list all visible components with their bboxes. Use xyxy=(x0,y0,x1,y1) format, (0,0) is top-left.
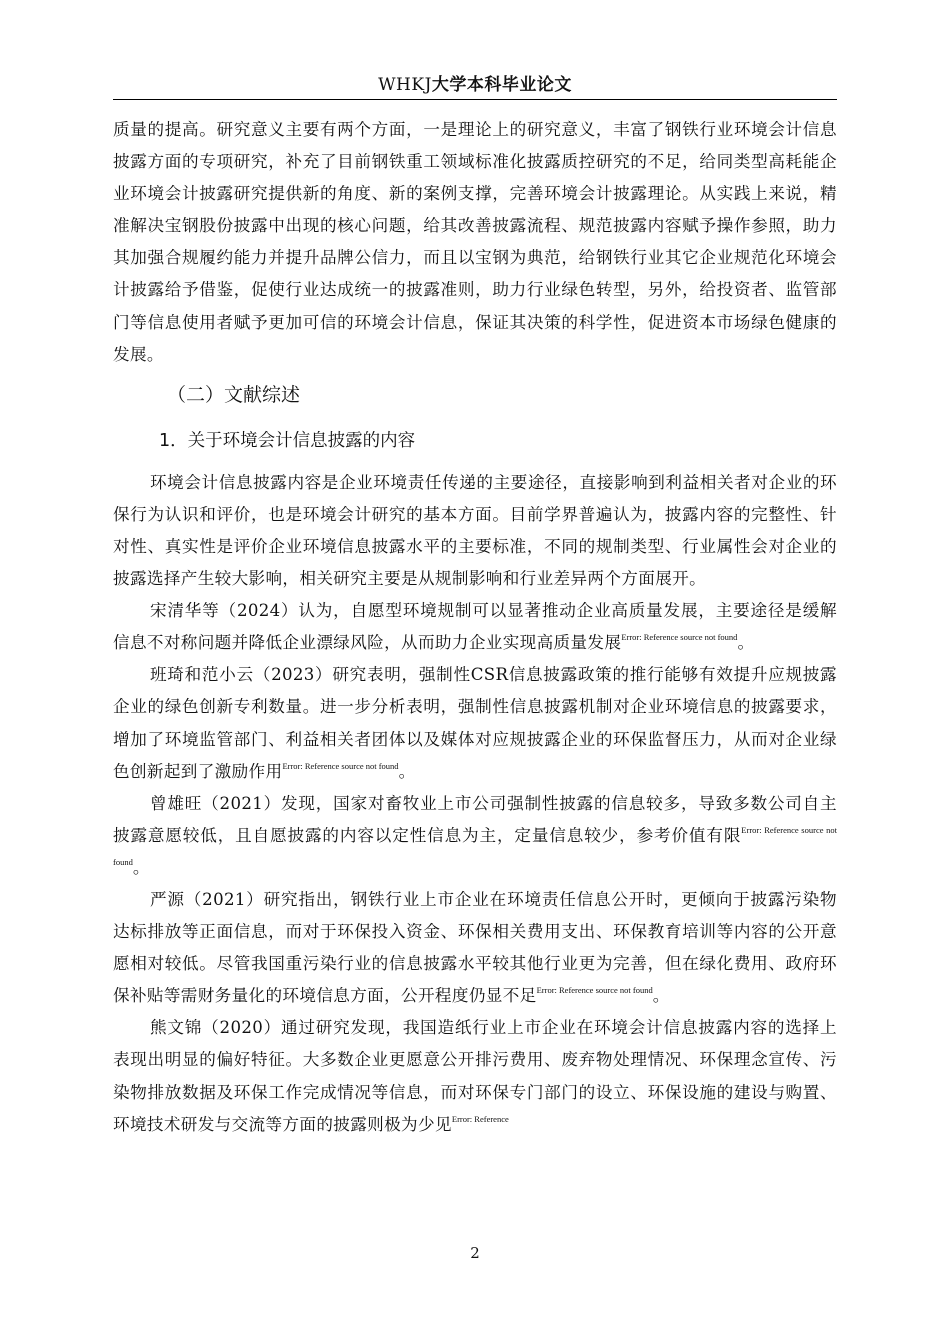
reference-error[interactable]: Error: Reference source not found xyxy=(113,824,837,867)
paragraph-intro xyxy=(113,467,837,595)
paragraph-song xyxy=(113,595,837,659)
reference-error-partial[interactable]: Error: Reference xyxy=(451,1113,509,1124)
paragraph-text: 质量的提高。研究意义主要有两个方面，一是理论上的研究意义，丰富了钢铁行业环境会计信息披露方面的专项研究，补充了目前钢铁重工领域标准化披露质控研究的不足，给同类型高耗能企业环境会计披露研究提供新的角度、新的案例支撑，完善环境会计披露理论。从实践上来说，精准解决宝钢股份披露中出现的核心问题，给其改善披露流程、规范披露内容赋予操作参照，助力其加强合规履约能力并提升品牌公信力，而且以宝钢为典范，给钢铁行业其它企业规范化环境会计披露给予借鉴，促使行业达成统一的披露准则，助力行业绿色转型，另外，给投资者、监管部门等信息使用者赋予更加可信的环境会计信息，保证其决策的科学性，促进资本市场绿色健康的发展。 xyxy=(113,120,837,364)
paragraph-text: 环境会计信息披露内容是企业环境责任传递的主要途径，直接影响到利益相关者对企业的环保行为认识和评价，也是环境会计研究的基本方面。目前学界普遍认为，披露内容的完整性、针对性、真实性是评价企业环境信息披露水平的主要标准，不同的规制类型、行业属性会对企业的披露选择产生较大影响，相关研究主要是从规制影响和行业差异两个方面展开。 xyxy=(113,472,837,589)
header-code: WHKJ xyxy=(378,75,432,95)
paragraph-yan xyxy=(113,884,837,1012)
reference-error[interactable]: Error: Reference source not found xyxy=(536,985,653,996)
page-header xyxy=(113,70,837,95)
paragraph-text: 曾雄旺（2021）发现，国家对畜牧业上市公司强制性披露的信息较多，导致多数公司自主披露意愿较低，且自愿披露的内容以定性信息为主，定量信息较少，参考价值有限 xyxy=(113,793,837,845)
header-rule xyxy=(113,99,837,100)
paragraph-research-significance xyxy=(113,114,837,371)
period: 。 xyxy=(398,761,416,781)
period: 。 xyxy=(652,986,670,1006)
paragraph-xiong xyxy=(113,1012,837,1140)
paragraph-zeng xyxy=(113,788,837,884)
document-body xyxy=(113,114,837,1141)
paragraph-text: 严源（2021）研究指出，钢铁行业上市企业在环境责任信息公开时，更倾向于披露污染物达标排放等正面信息，而对于环保投入资金、环保相关费用支出、环保教育培训等内容的公开意愿相对较低。尽管我国重污染行业的信息披露水平较其他行业更为完善，但在绿化费用、政府环保补贴等需财务量化的环境信息方面，公开程度仍显不足 xyxy=(113,889,837,1006)
period: 。 xyxy=(737,633,755,653)
paragraph-text: 熊文锦（2020）通过研究发现，我国造纸行业上市企业在环境会计信息披露内容的选择上表现出明显的偏好特征。大多数企业更愿意公开排污费用、废弃物处理情况、环保理念宣传、污染物排放数据及环保工作完成情况等信息，而对环保专门部门的设立、环保设施的建设与购置、环境技术研发与交流等方面的披露则极为少见 xyxy=(113,1018,837,1134)
paragraph-text: 班琦和范小云（2023）研究表明，强制性CSR信息披露政策的推行能够有效提升应规披露企业的绿色创新专利数量。进一步分析表明，强制性信息披露机制对企业环境信息的披露要求，增加了环境监管部门、利益相关者团体以及媒体对应规披露企业的环保监督压力，从而对企业绿色创新起到了激励作用 xyxy=(113,665,837,781)
period: 。 xyxy=(132,857,150,877)
header-title: 大学本科毕业论文 xyxy=(431,75,572,95)
reference-error[interactable]: Error: Reference source not found xyxy=(282,760,399,771)
reference-error[interactable]: Error: Reference source not found xyxy=(621,632,738,643)
paragraph-ban xyxy=(113,659,837,787)
section-heading: （二）文献综述 xyxy=(167,383,301,406)
page-number: 2 xyxy=(470,1244,480,1262)
subsection-heading: 1．关于环境会计信息披露的内容 xyxy=(159,430,416,451)
paragraph-text: 宋清华等（2024）认为，自愿型环境规制可以显著推动企业高质量发展，主要途径是缓解信息不对称问题并降低企业漂绿风险，从而助力企业实现高质量发展 xyxy=(113,601,837,653)
